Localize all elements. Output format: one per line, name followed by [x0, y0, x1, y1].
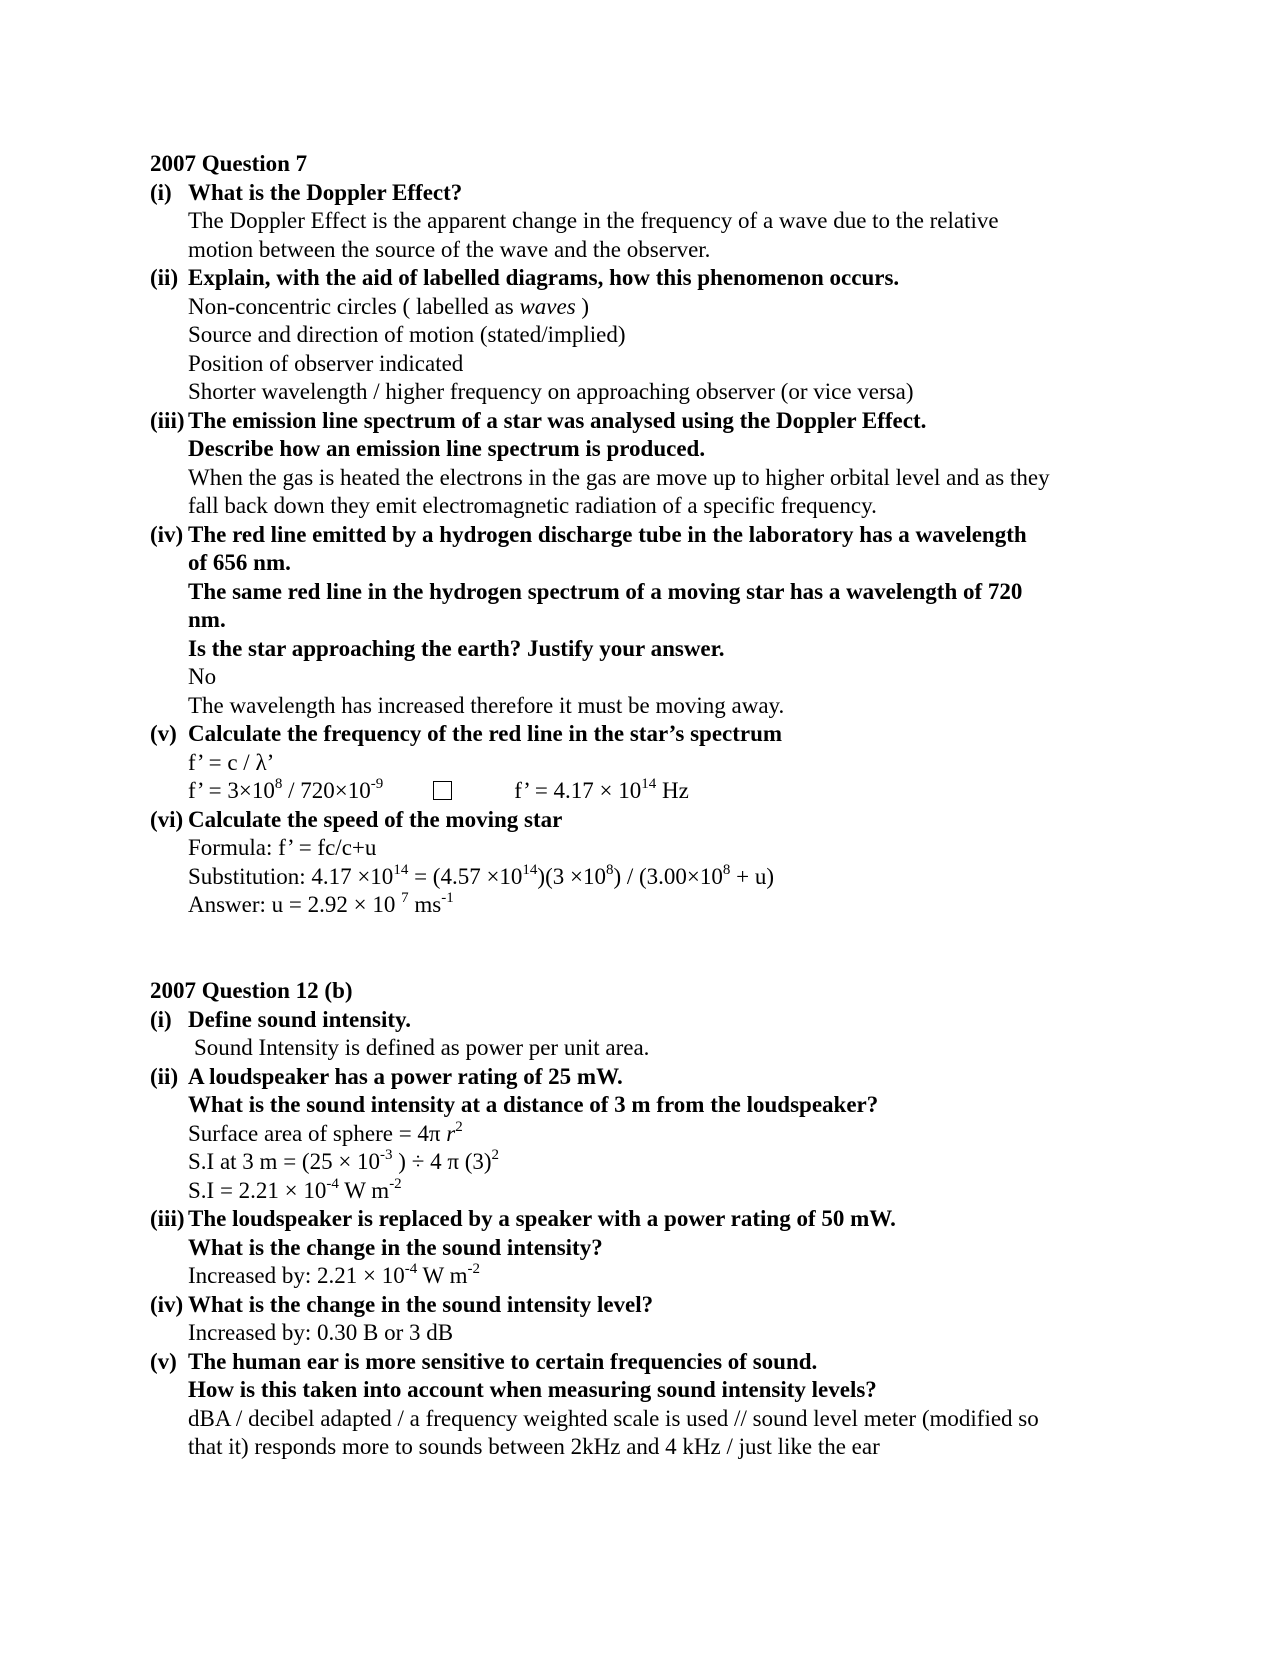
- superscript: -4: [404, 1261, 418, 1278]
- formula-text: S.I = 2.21 × 10: [188, 1177, 327, 1203]
- part-number: (vi): [150, 806, 184, 832]
- q7-part-ii: [150, 264, 1150, 407]
- formula-line: [188, 1148, 1150, 1177]
- question-text: Is the star approaching the earth? Justify your answer.: [188, 635, 725, 661]
- formula-text: S.I at 3 m = (25 × 10: [188, 1149, 381, 1174]
- answer-line: dBA / decibel adapted / a frequency weighted scale is used // sound level meter (modified so: [188, 1405, 1039, 1431]
- answer-line: that it) responds more to sounds between 2kHz and 4 kHz / just like the ear: [188, 1434, 880, 1459]
- superscript: 8: [722, 861, 731, 878]
- formula-line: [188, 863, 1150, 892]
- answer-line: Position of observer indicated: [188, 350, 464, 376]
- question-text: of 656 nm.: [188, 550, 291, 575]
- formula-text: + u): [730, 863, 775, 889]
- part-number: (iv): [150, 1291, 184, 1317]
- question-12b-heading: 2007 Question 12 (b): [150, 978, 353, 1003]
- answer-line: [188, 293, 1150, 322]
- question-text: What is the change in the sound intensity?: [188, 1234, 603, 1260]
- question-text: What is the change in the sound intensity level?: [188, 1291, 654, 1317]
- q7-part-iv: [150, 521, 1150, 721]
- formula-text: Surface area of sphere = 4π: [188, 1120, 447, 1146]
- question-text: The red line emitted by a hydrogen discharge tube in the laboratory has a wavelength: [188, 521, 1027, 547]
- q12-part-iv: [150, 1291, 1150, 1348]
- question-text: Calculate the speed of the moving star: [188, 806, 563, 832]
- question-text: Calculate the frequency of the red line in the star’s spectrum: [188, 721, 783, 746]
- part-number: (v): [150, 721, 177, 746]
- answer-text: Increased by: 2.21 × 10: [188, 1263, 405, 1288]
- formula-text: Hz: [656, 778, 689, 803]
- question-text: The same red line in the hydrogen spectrum of a moving star has a wavelength of 720: [188, 578, 1023, 604]
- superscript: 14: [522, 861, 538, 878]
- empty-box-icon: [433, 781, 452, 800]
- answer-line: Source and direction of motion (stated/implied): [188, 322, 626, 347]
- formula-line: f’ = c / λ’: [188, 749, 275, 775]
- part-number: (iii): [150, 1206, 185, 1231]
- question-text: Describe how an emission line spectrum is produced.: [188, 436, 706, 461]
- formula-text: f’ = 3×10: [188, 778, 275, 803]
- answer-line: [188, 1262, 1150, 1291]
- formula-line: [188, 1120, 1150, 1149]
- answer-line: fall back down they emit electromagnetic radiation of a specific frequency.: [188, 493, 877, 518]
- question-7-heading: 2007 Question 7: [150, 151, 308, 176]
- superscript: -2: [467, 1261, 480, 1278]
- answer-text: ): [575, 293, 590, 319]
- q7-part-iii: [150, 407, 1150, 521]
- superscript: -9: [370, 776, 384, 793]
- answer-line: Sound Intensity is defined as power per unit area.: [194, 1035, 650, 1060]
- q12-part-iii: [150, 1205, 1150, 1291]
- q7-part-v: [150, 720, 1150, 806]
- formula-line: [188, 777, 1150, 806]
- formula-line: Formula: f’ = fc/c+u: [188, 835, 377, 860]
- part-number: (v): [150, 1348, 177, 1374]
- superscript: -2: [389, 1175, 402, 1192]
- answer-line: When the gas is heated the electrons in the gas are move up to higher orbital level and as they: [188, 464, 1050, 490]
- question-text: nm.: [188, 607, 226, 632]
- superscript: 14: [641, 776, 657, 793]
- superscript: -3: [380, 1147, 393, 1164]
- formula-text: / 720×10: [282, 778, 371, 803]
- answer-line: [188, 891, 1150, 920]
- question-text: A loudspeaker has a power rating of 25 mW.: [188, 1063, 623, 1089]
- answer-text: W m: [417, 1263, 468, 1288]
- superscript: 2: [491, 1147, 500, 1164]
- answer-line: Shorter wavelength / higher frequency on approaching observer (or vice versa): [188, 379, 914, 404]
- question-text: What is the sound intensity at a distance of 3 m from the loudspeaker?: [188, 1092, 879, 1117]
- formula-text: ) ÷ 4 π (3): [392, 1149, 492, 1174]
- question-text: Define sound intensity.: [188, 1006, 412, 1032]
- question-text: The loudspeaker is replaced by a speaker with a power rating of 50 mW.: [188, 1206, 896, 1231]
- answer-text: ms: [408, 892, 442, 917]
- formula-text: f’ = 4.17 × 10: [514, 778, 642, 803]
- answer-line: The Doppler Effect is the apparent change in the frequency of a wave due to the relative: [188, 208, 999, 233]
- q12-part-ii: [150, 1063, 1150, 1206]
- formula-text: ) / (3.00×10: [613, 863, 723, 889]
- superscript: 2: [455, 1118, 463, 1135]
- answer-line: No: [188, 664, 217, 689]
- answer-line: The wavelength has increased therefore it must be moving away.: [188, 692, 785, 718]
- question-text: Explain, with the aid of labelled diagrams, how this phenomenon occurs.: [188, 265, 900, 290]
- question-text: The human ear is more sensitive to certain frequencies of sound.: [188, 1348, 818, 1374]
- formula-variable: r: [446, 1120, 456, 1146]
- answer-text: Non-concentric circles ( labelled as: [188, 293, 520, 319]
- q7-part-i: [150, 179, 1150, 265]
- part-number: (iii): [150, 407, 185, 433]
- part-number: (ii): [150, 1063, 179, 1089]
- q12-part-v: [150, 1348, 1150, 1462]
- part-number: (iv): [150, 521, 184, 547]
- formula-text: = (4.57 ×10: [408, 863, 523, 889]
- q7-part-vi: [150, 806, 1150, 920]
- answer-line: Increased by: 0.30 B or 3 dB: [188, 1320, 454, 1345]
- question-text: The emission line spectrum of a star was analysed using the Doppler Effect.: [188, 407, 927, 433]
- part-number: (ii): [150, 265, 179, 290]
- superscript: -1: [441, 890, 454, 907]
- question-7-section: [150, 150, 1150, 920]
- part-number: (i): [150, 179, 172, 205]
- superscript: 7: [401, 890, 409, 907]
- answer-emphasis: waves: [519, 293, 576, 319]
- question-text: How is this taken into account when measuring sound intensity levels?: [188, 1377, 877, 1402]
- superscript: 8: [274, 776, 283, 793]
- superscript: -4: [326, 1175, 339, 1192]
- part-number: (i): [150, 1006, 172, 1032]
- formula-text: W m: [338, 1177, 390, 1203]
- superscript: 8: [605, 861, 614, 878]
- answer-text: Answer: u = 2.92 × 10: [188, 892, 402, 917]
- question-12b-section: [150, 977, 1150, 1462]
- question-text: What is the Doppler Effect?: [188, 179, 463, 205]
- q12-part-i: [150, 1006, 1150, 1063]
- formula-line: [188, 1177, 1150, 1206]
- formula-text: Substitution: 4.17 ×10: [188, 863, 394, 889]
- formula-text: )(3 ×10: [537, 863, 606, 889]
- answer-line: motion between the source of the wave and the observer.: [188, 236, 711, 262]
- superscript: 14: [393, 861, 409, 878]
